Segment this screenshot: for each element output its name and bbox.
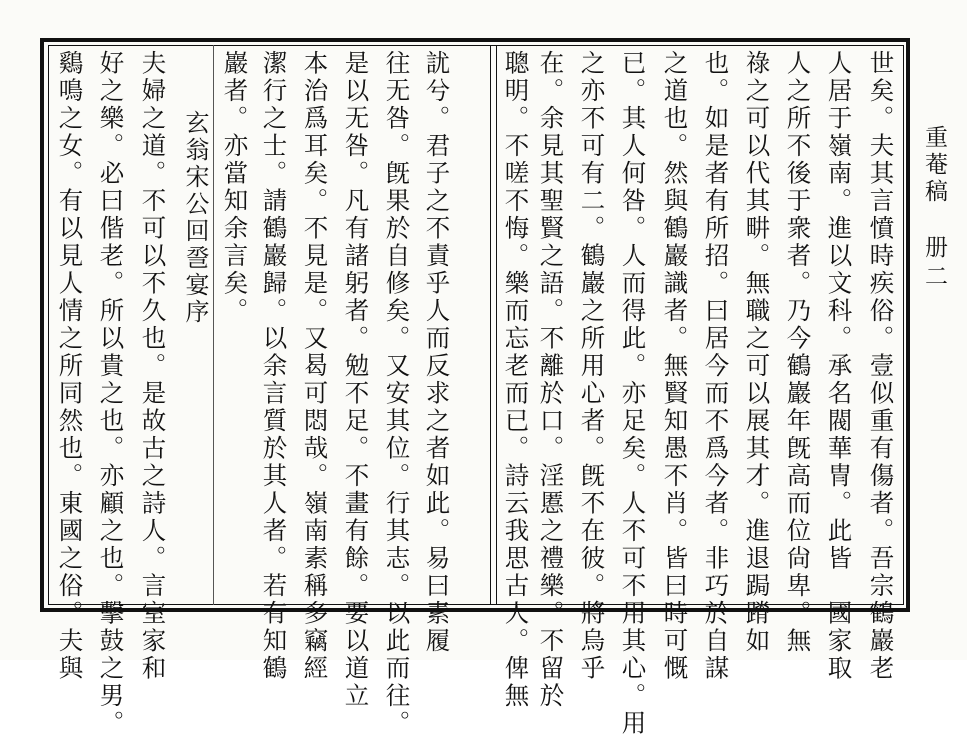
text-column-4: 祿之可以代其畊。無職之可以展其才。進退跼蹐如: [742, 50, 772, 655]
fold-line-left: [496, 45, 497, 605]
text-column-20: 鷄鳴之女。有以見人情之所同然也。東國之俗。夫與: [55, 50, 85, 683]
text-column-1: 世矣。夫其言憤時疾俗。壹似重有傷者。吾宗鶴巖老: [866, 50, 896, 683]
margin-volume: 册二: [921, 235, 947, 293]
text-column-3: 人之所不後于衆者。乃今鶴巖年旣高而位尙卑。無: [783, 50, 813, 655]
essay-title: 玄翁宋公回巹宴序: [181, 110, 209, 326]
section-divider: [213, 45, 214, 605]
margin-book-title: 重菴稿: [921, 125, 947, 206]
text-column-14: 本治爲耳矣。不見是。又曷可悶哉。嶺南素稱多竊經: [300, 50, 330, 683]
text-column-13: 是以无咎。凡有諸躬者。勉不足。不畫有餘。要以道立: [341, 50, 371, 710]
text-column-8: 之亦不可有二。鶴巖之所用心者。旣不在彼。將烏乎: [577, 50, 607, 683]
inner-border: [48, 45, 904, 738]
text-column-15: 潔行之士。請鶴巖歸。以余言質於其人者。若有知鶴: [259, 50, 289, 683]
text-column-12: 往无咎。旣果於自修矣。又安其位。行其志。以此而往。: [382, 50, 412, 738]
text-column-19: 好之樂。必曰偕老。所以貴之也。亦顧之也。擊鼓之男。: [96, 50, 126, 738]
text-column-16: 巖者。亦當知余言矣。: [220, 50, 250, 325]
text-column-2: 人居于嶺南。進以文科。承名閥華冑。此皆 國家取: [824, 50, 854, 683]
fold-line-right: [490, 45, 491, 605]
text-column-18: 夫婦之道。不可以不久也。是故古之詩人。言室家和: [138, 50, 168, 683]
text-column-11: 訧兮。君子之不責乎人而反求之者如此。易曰素履: [422, 50, 452, 655]
text-column-10: 聰明。不嗟不悔。樂而忘老而已。詩云我思古人。俾無: [501, 50, 531, 710]
text-column-7: 已。其人何咎。人而得此。亦足矣。人不可不用其心。用: [618, 50, 648, 738]
text-column-9: 在。余見其聖賢之語。不離於口。淫慝之禮樂。不留於: [536, 50, 566, 710]
text-column-5: 也。如是者有所招。曰居今而不爲今者。非巧於自謀: [701, 50, 731, 683]
text-column-6: 之道也。然與鶴巖識者。無賢知愚不肖。皆曰時可慨: [660, 50, 690, 683]
